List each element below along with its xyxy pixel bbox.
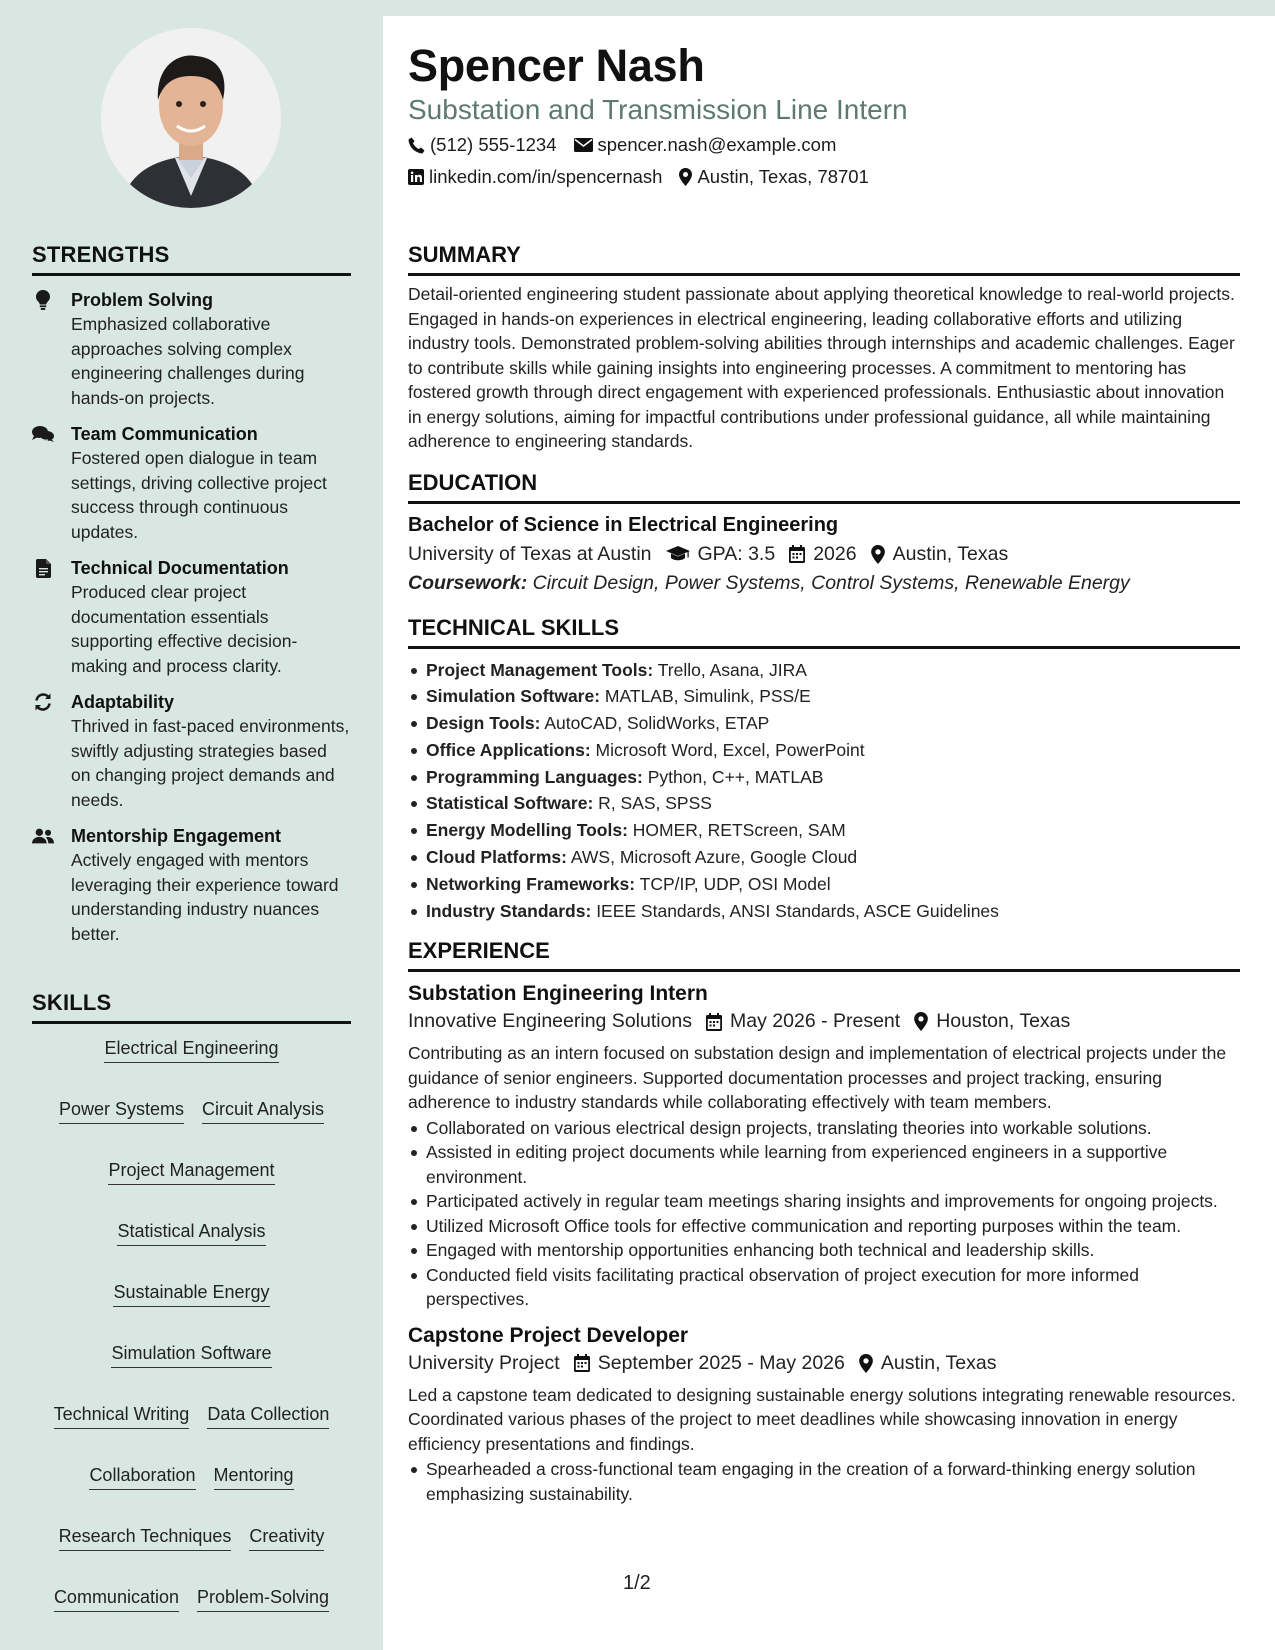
phone-text: (512) 555-1234 <box>430 134 557 155</box>
skill-tag: Problem-Solving <box>197 1587 329 1612</box>
contact-line-2 <box>408 166 886 188</box>
linkedin-icon <box>408 169 424 185</box>
strengths-section <box>32 242 351 946</box>
edu-location: Austin, Texas <box>892 542 1009 565</box>
phone-icon <box>408 137 425 154</box>
list-item <box>408 737 1240 764</box>
strength-desc: Thrived in fast-paced environments, swiftly adjusting strategies based on changing project demands and needs. <box>71 716 350 810</box>
list-item: Conducted field visits facilitating practical observation of project execution for more informed perspectives. <box>408 1263 1240 1312</box>
job-org: Innovative Engineering Solutions <box>408 1010 693 1033</box>
skill-tag: Circuit Analysis <box>202 1099 324 1124</box>
skill-label: Programming Languages: <box>426 766 643 787</box>
sync-icon <box>32 692 54 712</box>
calendar-icon <box>789 545 805 563</box>
linkedin-item[interactable] <box>408 166 662 188</box>
location-text: Austin, Texas, 78701 <box>697 166 869 187</box>
summary-heading: SUMMARY <box>408 242 1240 276</box>
edu-gpa-item <box>666 543 776 566</box>
candidate-name: Spencer Nash <box>408 40 705 91</box>
job-dates-item <box>574 1352 845 1375</box>
lightbulb-icon <box>32 290 54 310</box>
job-title: Substation Engineering Intern <box>408 982 708 1006</box>
skill-label: Industry Standards: <box>426 900 592 921</box>
strength-desc: Emphasized collaborative approaches solving complex engineering challenges during hands-on projects. <box>71 314 305 408</box>
edu-coursework <box>408 572 1240 595</box>
strength-desc: Fostered open dialogue in team settings, driving collective project success through continuous updates. <box>71 448 327 542</box>
edu-year: 2026 <box>813 542 857 565</box>
skill-label: Simulation Software: <box>426 686 601 707</box>
skill-value: Microsoft Word, Excel, PowerPoint <box>595 739 865 760</box>
document-icon <box>32 558 54 578</box>
list-item: Participated actively in regular team meetings sharing insights and improvements for ongoing projects. <box>408 1189 1240 1214</box>
list-item <box>408 790 1240 817</box>
skill-tag: Communication <box>54 1587 179 1612</box>
skill-value: IEEE Standards, ANSI Standards, ASCE Guidelines <box>596 900 999 921</box>
skill-label: Cloud Platforms: <box>426 847 567 868</box>
skill-value: AutoCAD, SolidWorks, ETAP <box>544 713 770 734</box>
map-pin-icon <box>914 1012 928 1031</box>
technical-skills-list <box>408 657 1240 925</box>
skill-label: Energy Modelling Tools: <box>426 820 628 841</box>
job-title: Capstone Project Developer <box>408 1323 689 1347</box>
graduation-cap-icon <box>666 546 690 562</box>
calendar-icon <box>706 1013 722 1031</box>
job-description: Contributing as an intern focused on substation design and implementation of electrical projects under the guidance of senior engineers. Supported documentation processes and project tracking, ensuring adherence to industry standards while collaborating effectively with team members. <box>408 1043 1227 1113</box>
skills-cloud <box>32 1038 351 1612</box>
skill-tag: Sustainable Energy <box>113 1282 269 1307</box>
job-entry <box>408 982 1240 1312</box>
list-item <box>408 817 1240 844</box>
list-item <box>408 844 1240 871</box>
coursework-list: Circuit Design, Power Systems, Control Systems, Renewable Energy <box>532 571 1130 594</box>
job-location: Austin, Texas <box>880 1351 997 1374</box>
envelope-icon <box>574 138 593 152</box>
strength-title: Adaptability <box>71 692 175 712</box>
job-bullets <box>408 1457 1240 1506</box>
profile-photo <box>101 28 281 208</box>
skill-value: MATLAB, Simulink, PSS/E <box>604 686 811 707</box>
skill-label: Design Tools: <box>426 713 541 734</box>
skill-label: Statistical Software: <box>426 793 594 814</box>
job-location: Houston, Texas <box>936 1010 1071 1033</box>
education-heading: EDUCATION <box>408 470 1240 504</box>
list-item <box>408 871 1240 898</box>
map-pin-icon <box>871 545 885 564</box>
main-content <box>408 242 1240 1506</box>
skill-value: TCP/IP, UDP, OSI Model <box>639 873 831 894</box>
strength-item <box>32 422 351 544</box>
job-bullets <box>408 1116 1240 1312</box>
list-item: Assisted in editing project documents while learning from experienced engineers in a supportive environment. <box>408 1140 1240 1189</box>
skill-label: Networking Frameworks: <box>426 873 636 894</box>
skill-tag: Statistical Analysis <box>117 1221 265 1246</box>
skill-tag: Creativity <box>249 1526 324 1551</box>
list-item <box>408 898 1240 925</box>
job-location-item <box>859 1352 997 1375</box>
linkedin-text[interactable]: linkedin.com/in/spencernash <box>429 166 663 187</box>
skill-tag: Power Systems <box>59 1099 184 1124</box>
strength-desc: Produced clear project documentation essentials supporting effective decision-making and process clarity. <box>71 582 298 676</box>
skill-tag: Collaboration <box>89 1465 195 1490</box>
strength-title: Team Communication <box>71 424 258 444</box>
skill-value: Trello, Asana, JIRA <box>657 659 807 680</box>
list-item: Engaged with mentorship opportunities enhancing both technical and leadership skills. <box>408 1238 1240 1263</box>
strength-item <box>32 824 351 946</box>
job-dates-item <box>706 1010 900 1033</box>
map-pin-icon <box>859 1354 873 1373</box>
list-item: Collaborated on various electrical design projects, translating theories into workable solutions. <box>408 1116 1240 1141</box>
skill-label: Office Applications: <box>426 739 591 760</box>
skill-value: HOMER, RETScreen, SAM <box>632 820 846 841</box>
page-number: 1/2 <box>623 1572 651 1594</box>
location-item <box>679 166 868 188</box>
skill-value: Python, C++, MATLAB <box>647 766 824 787</box>
skill-value: R, SAS, SPSS <box>598 793 712 814</box>
technical-skills-heading: TECHNICAL SKILLS <box>408 615 1240 649</box>
edu-meta <box>408 543 1240 566</box>
skill-tag: Data Collection <box>207 1404 329 1429</box>
job-org: University Project <box>408 1351 560 1374</box>
skill-value: AWS, Microsoft Azure, Google Cloud <box>570 847 858 868</box>
strength-desc: Actively engaged with mentors leveraging their experience toward understanding industry nuances better. <box>71 850 339 944</box>
skill-tag: Technical Writing <box>54 1404 190 1429</box>
list-item: Spearheaded a cross-functional team engaging in the creation of a forward-thinking energy solution emphasizing sustainability. <box>408 1457 1240 1506</box>
skill-tag: Mentoring <box>214 1465 294 1490</box>
list-item <box>408 764 1240 791</box>
email-text[interactable]: spencer.nash@example.com <box>597 134 837 155</box>
edu-location-item <box>871 543 1009 566</box>
strength-item <box>32 288 351 410</box>
edu-year-item <box>789 543 856 566</box>
list-item <box>408 710 1240 737</box>
coursework-label: Coursework: <box>408 571 528 594</box>
job-meta <box>408 1010 1240 1033</box>
skills-heading: SKILLS <box>32 990 351 1024</box>
map-pin-icon <box>679 168 692 186</box>
contact-line-1 <box>408 134 853 156</box>
job-description: Led a capstone team dedicated to designing sustainable energy solutions integrating renewable resources. Coordinated various phases of the project to meet deadlines while showcasing innovation in energy efficiency presentations and findings. <box>408 1384 1236 1454</box>
job-location-item <box>914 1010 1070 1033</box>
list-item <box>408 657 1240 684</box>
edu-gpa: GPA: 3.5 <box>697 542 776 565</box>
job-meta <box>408 1352 1240 1375</box>
skill-label: Project Management Tools: <box>426 659 654 680</box>
strengths-heading: STRENGTHS <box>32 242 351 276</box>
strength-item <box>32 556 351 678</box>
edu-school: University of Texas at Austin <box>408 542 652 565</box>
summary-text: Detail-oriented engineering student passionate about applying theoretical knowledge to real-world projects. Engaged in hands-on experiences in electrical engineering, leading collaborative efforts and utilizing industry tools. Demonstrated problem-solving abilities through internships and academic challenges. Eager to contribute skills while gaining insights into engineering processes. A commitment to mentoring has fostered growth through direct engagement with experienced professionals. Enthusiastic about innovation in energy solutions, aiming for impactful contributions under professional guidance, all while maintaining adherence to engineering standards. <box>408 284 1235 451</box>
strength-title: Problem Solving <box>71 290 214 310</box>
experience-heading: EXPERIENCE <box>408 938 1240 972</box>
chat-bubbles-icon <box>32 424 54 444</box>
calendar-icon <box>574 1354 590 1372</box>
skill-tag: Research Techniques <box>59 1526 232 1551</box>
phone-item <box>408 134 557 156</box>
job-entry <box>408 1324 1240 1507</box>
skill-tag: Electrical Engineering <box>104 1038 278 1063</box>
job-dates: September 2025 - May 2026 <box>597 1351 845 1374</box>
strength-item <box>32 690 351 812</box>
strength-title: Mentorship Engagement <box>71 826 282 846</box>
skill-tag: Simulation Software <box>111 1343 271 1368</box>
email-item[interactable] <box>574 134 837 156</box>
job-dates: May 2026 - Present <box>730 1010 901 1033</box>
list-item: Utilized Microsoft Office tools for effective communication and reporting purposes within the team. <box>408 1214 1240 1239</box>
strength-title: Technical Documentation <box>71 558 289 578</box>
edu-degree: Bachelor of Science in Electrical Engineering <box>408 513 839 536</box>
skills-section <box>32 990 351 1612</box>
candidate-role: Substation and Transmission Line Intern <box>408 94 908 125</box>
users-icon <box>32 826 54 846</box>
skill-tag: Project Management <box>108 1160 274 1185</box>
list-item <box>408 683 1240 710</box>
